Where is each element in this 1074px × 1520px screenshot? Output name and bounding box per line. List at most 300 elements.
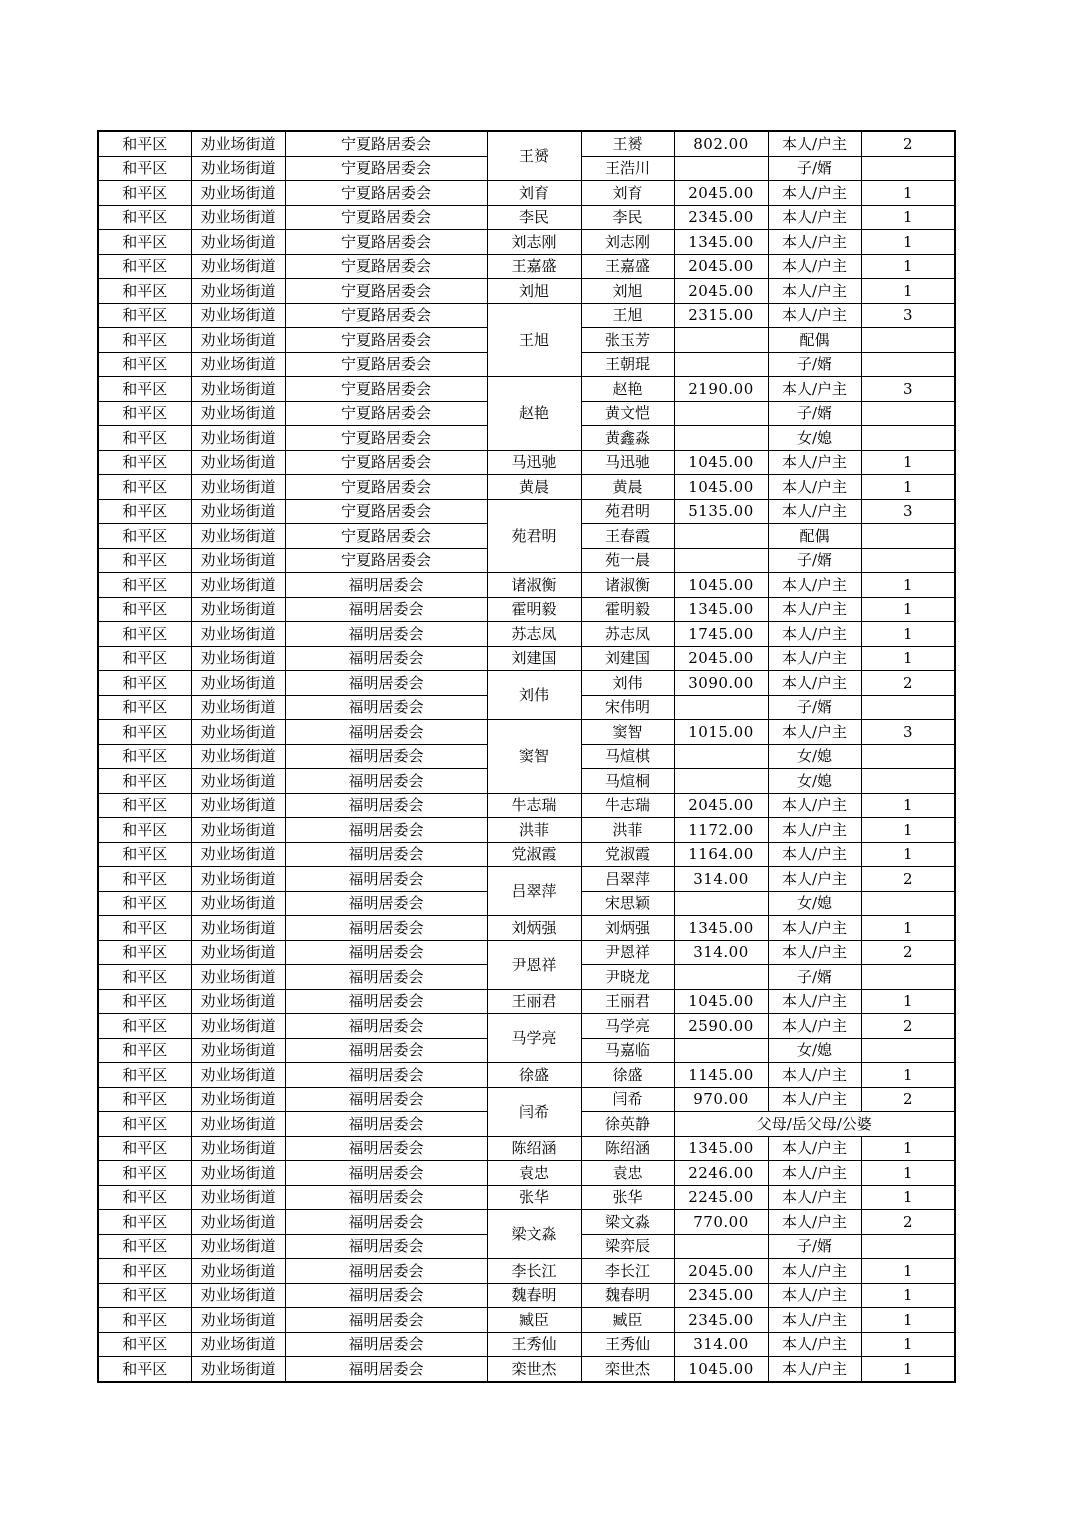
subdistrict-cell: 劝业场街道 — [191, 989, 285, 1014]
relation-cell: 本人/户主 — [768, 205, 861, 230]
relation-cell: 本人/户主 — [768, 279, 861, 304]
committee-cell: 宁夏路居委会 — [285, 426, 487, 451]
relief-roster-sheet — [97, 130, 956, 1383]
amount-cell — [674, 352, 768, 377]
head-cell: 霍明毅 — [487, 597, 581, 622]
subdistrict-cell: 劝业场街道 — [191, 548, 285, 573]
committee-cell: 福明居委会 — [285, 965, 487, 990]
committee-cell: 福明居委会 — [285, 1136, 487, 1161]
subdistrict-cell: 劝业场街道 — [191, 1259, 285, 1284]
member-cell: 王春霞 — [581, 524, 674, 549]
count-cell: 1 — [861, 793, 955, 818]
amount-cell — [674, 401, 768, 426]
amount-cell: 2345.00 — [674, 1283, 768, 1308]
count-cell: 3 — [861, 720, 955, 745]
head-cell: 吕翠萍 — [487, 867, 581, 916]
district-cell: 和平区 — [98, 131, 191, 156]
relation-cell: 本人/户主 — [768, 793, 861, 818]
committee-cell: 宁夏路居委会 — [285, 548, 487, 573]
committee-cell: 福明居委会 — [285, 769, 487, 794]
relation-cell: 本人/户主 — [768, 499, 861, 524]
amount-cell: 1045.00 — [674, 989, 768, 1014]
count-cell: 3 — [861, 303, 955, 328]
district-cell: 和平区 — [98, 1210, 191, 1235]
table-row — [98, 1161, 955, 1186]
table-row — [98, 793, 955, 818]
subdistrict-cell: 劝业场街道 — [191, 156, 285, 181]
count-cell — [861, 769, 955, 794]
member-cell: 刘炳强 — [581, 916, 674, 941]
amount-cell: 1345.00 — [674, 230, 768, 255]
subdistrict-cell: 劝业场街道 — [191, 377, 285, 402]
relation-cell: 子/婿 — [768, 401, 861, 426]
member-cell: 尹恩祥 — [581, 940, 674, 965]
subdistrict-cell: 劝业场街道 — [191, 891, 285, 916]
district-cell: 和平区 — [98, 303, 191, 328]
table-row — [98, 940, 955, 965]
district-cell: 和平区 — [98, 377, 191, 402]
subdistrict-cell: 劝业场街道 — [191, 720, 285, 745]
count-cell: 1 — [861, 230, 955, 255]
table-row — [98, 1136, 955, 1161]
member-cell: 徐英静 — [581, 1112, 674, 1137]
amount-cell: 2190.00 — [674, 377, 768, 402]
relation-cell: 本人/户主 — [768, 1185, 861, 1210]
count-cell: 1 — [861, 205, 955, 230]
subdistrict-cell: 劝业场街道 — [191, 842, 285, 867]
relation-cell: 配偶 — [768, 524, 861, 549]
member-cell: 马迅驰 — [581, 450, 674, 475]
member-cell: 党淑霞 — [581, 842, 674, 867]
relation-cell: 本人/户主 — [768, 1136, 861, 1161]
district-cell: 和平区 — [98, 867, 191, 892]
district-cell: 和平区 — [98, 499, 191, 524]
amount-cell — [674, 156, 768, 181]
head-cell: 赵艳 — [487, 377, 581, 451]
district-cell: 和平区 — [98, 401, 191, 426]
amount-cell — [674, 891, 768, 916]
committee-cell: 宁夏路居委会 — [285, 254, 487, 279]
relation-cell: 女/媳 — [768, 769, 861, 794]
head-cell: 陈绍涵 — [487, 1136, 581, 1161]
member-cell: 栾世杰 — [581, 1357, 674, 1382]
count-cell: 1 — [861, 818, 955, 843]
amount-cell: 1745.00 — [674, 622, 768, 647]
subdistrict-cell: 劝业场街道 — [191, 205, 285, 230]
amount-cell: 3090.00 — [674, 671, 768, 696]
count-cell — [861, 891, 955, 916]
district-cell: 和平区 — [98, 352, 191, 377]
committee-cell: 福明居委会 — [285, 695, 487, 720]
committee-cell: 福明居委会 — [285, 1038, 487, 1063]
count-cell: 1 — [861, 622, 955, 647]
member-cell: 马煊棋 — [581, 744, 674, 769]
relation-cell: 本人/户主 — [768, 867, 861, 892]
committee-cell: 宁夏路居委会 — [285, 524, 487, 549]
amount-cell: 2345.00 — [674, 1308, 768, 1333]
table-row — [98, 842, 955, 867]
table-row — [98, 279, 955, 304]
relation-cell: 本人/户主 — [768, 989, 861, 1014]
committee-cell: 福明居委会 — [285, 793, 487, 818]
member-cell: 徐盛 — [581, 1063, 674, 1088]
committee-cell: 福明居委会 — [285, 1308, 487, 1333]
district-cell: 和平区 — [98, 475, 191, 500]
head-cell: 苑君明 — [487, 499, 581, 573]
count-cell: 2 — [861, 671, 955, 696]
relation-cell: 子/婿 — [768, 695, 861, 720]
district-cell: 和平区 — [98, 695, 191, 720]
district-cell: 和平区 — [98, 279, 191, 304]
count-cell — [861, 548, 955, 573]
table-row — [98, 181, 955, 206]
amount-cell: 2245.00 — [674, 1185, 768, 1210]
committee-cell: 福明居委会 — [285, 842, 487, 867]
amount-cell: 314.00 — [674, 1332, 768, 1357]
subdistrict-cell: 劝业场街道 — [191, 230, 285, 255]
subdistrict-cell: 劝业场街道 — [191, 1308, 285, 1333]
district-cell: 和平区 — [98, 524, 191, 549]
relation-cell: 本人/户主 — [768, 1283, 861, 1308]
district-cell: 和平区 — [98, 1038, 191, 1063]
district-cell: 和平区 — [98, 1161, 191, 1186]
district-cell: 和平区 — [98, 1283, 191, 1308]
table-row — [98, 597, 955, 622]
member-cell: 梁文淼 — [581, 1210, 674, 1235]
table-row — [98, 1332, 955, 1357]
table-row — [98, 1259, 955, 1284]
count-cell — [861, 426, 955, 451]
member-cell: 苏志凤 — [581, 622, 674, 647]
subdistrict-cell: 劝业场街道 — [191, 1112, 285, 1137]
committee-cell: 福明居委会 — [285, 1332, 487, 1357]
subdistrict-cell: 劝业场街道 — [191, 524, 285, 549]
amount-cell — [674, 1234, 768, 1259]
table-row — [98, 622, 955, 647]
head-cell: 马学亮 — [487, 1014, 581, 1063]
amount-cell: 2045.00 — [674, 254, 768, 279]
district-cell: 和平区 — [98, 1087, 191, 1112]
table-row — [98, 1014, 955, 1039]
district-cell: 和平区 — [98, 1308, 191, 1333]
amount-cell: 1172.00 — [674, 818, 768, 843]
member-cell: 赵艳 — [581, 377, 674, 402]
count-cell: 2 — [861, 867, 955, 892]
district-cell: 和平区 — [98, 573, 191, 598]
amount-cell: 2246.00 — [674, 1161, 768, 1186]
roster-table — [97, 130, 956, 1383]
subdistrict-cell: 劝业场街道 — [191, 401, 285, 426]
member-cell: 王秀仙 — [581, 1332, 674, 1357]
committee-cell: 福明居委会 — [285, 597, 487, 622]
count-cell: 1 — [861, 989, 955, 1014]
count-cell: 1 — [861, 254, 955, 279]
subdistrict-cell: 劝业场街道 — [191, 328, 285, 353]
subdistrict-cell: 劝业场街道 — [191, 254, 285, 279]
head-cell: 刘建国 — [487, 646, 581, 671]
table-row — [98, 377, 955, 402]
committee-cell: 福明居委会 — [285, 940, 487, 965]
subdistrict-cell: 劝业场街道 — [191, 1357, 285, 1382]
count-cell: 2 — [861, 1087, 955, 1112]
subdistrict-cell: 劝业场街道 — [191, 1038, 285, 1063]
table-row — [98, 989, 955, 1014]
relation-cell: 本人/户主 — [768, 450, 861, 475]
head-cell: 王赟 — [487, 131, 581, 181]
table-row — [98, 1283, 955, 1308]
district-cell: 和平区 — [98, 646, 191, 671]
member-cell: 诸淑衡 — [581, 573, 674, 598]
amount-cell — [674, 328, 768, 353]
count-cell — [861, 695, 955, 720]
district-cell: 和平区 — [98, 597, 191, 622]
district-cell: 和平区 — [98, 548, 191, 573]
district-cell: 和平区 — [98, 1185, 191, 1210]
amount-cell — [674, 695, 768, 720]
amount-cell: 770.00 — [674, 1210, 768, 1235]
committee-cell: 宁夏路居委会 — [285, 475, 487, 500]
member-cell: 魏春明 — [581, 1283, 674, 1308]
member-cell: 李长江 — [581, 1259, 674, 1284]
member-cell: 黄晨 — [581, 475, 674, 500]
district-cell: 和平区 — [98, 744, 191, 769]
member-cell: 刘旭 — [581, 279, 674, 304]
committee-cell: 宁夏路居委会 — [285, 377, 487, 402]
subdistrict-cell: 劝业场街道 — [191, 426, 285, 451]
amount-cell: 1345.00 — [674, 916, 768, 941]
subdistrict-cell: 劝业场街道 — [191, 646, 285, 671]
subdistrict-cell: 劝业场街道 — [191, 1185, 285, 1210]
count-cell — [861, 328, 955, 353]
amount-cell: 5135.00 — [674, 499, 768, 524]
district-cell: 和平区 — [98, 1234, 191, 1259]
head-cell: 窦智 — [487, 720, 581, 794]
head-cell: 黄晨 — [487, 475, 581, 500]
committee-cell: 福明居委会 — [285, 1161, 487, 1186]
relation-cell: 子/婿 — [768, 965, 861, 990]
count-cell: 1 — [861, 916, 955, 941]
table-row — [98, 720, 955, 745]
table-row — [98, 450, 955, 475]
district-cell: 和平区 — [98, 818, 191, 843]
subdistrict-cell: 劝业场街道 — [191, 1210, 285, 1235]
committee-cell: 福明居委会 — [285, 622, 487, 647]
relation-cell: 子/婿 — [768, 548, 861, 573]
district-cell: 和平区 — [98, 1112, 191, 1137]
member-cell: 王丽君 — [581, 989, 674, 1014]
amount-cell: 314.00 — [674, 867, 768, 892]
subdistrict-cell: 劝业场街道 — [191, 1332, 285, 1357]
district-cell: 和平区 — [98, 1332, 191, 1357]
member-cell: 马煊桐 — [581, 769, 674, 794]
member-cell: 刘育 — [581, 181, 674, 206]
table-row — [98, 671, 955, 696]
relation-cell: 本人/户主 — [768, 842, 861, 867]
relation-cell: 本人/户主 — [768, 377, 861, 402]
count-cell: 1 — [861, 573, 955, 598]
relation-cell: 子/婿 — [768, 156, 861, 181]
member-cell: 宋思颖 — [581, 891, 674, 916]
district-cell: 和平区 — [98, 891, 191, 916]
subdistrict-cell: 劝业场街道 — [191, 279, 285, 304]
relation-cell: 本人/户主 — [768, 573, 861, 598]
subdistrict-cell: 劝业场街道 — [191, 916, 285, 941]
amount-cell: 2315.00 — [674, 303, 768, 328]
count-cell: 1 — [861, 1063, 955, 1088]
member-cell: 洪菲 — [581, 818, 674, 843]
relation-cell: 本人/户主 — [768, 818, 861, 843]
subdistrict-cell: 劝业场街道 — [191, 867, 285, 892]
committee-cell: 福明居委会 — [285, 1283, 487, 1308]
member-cell: 张华 — [581, 1185, 674, 1210]
subdistrict-cell: 劝业场街道 — [191, 1014, 285, 1039]
count-cell: 1 — [861, 842, 955, 867]
committee-cell: 福明居委会 — [285, 671, 487, 696]
member-cell: 刘建国 — [581, 646, 674, 671]
subdistrict-cell: 劝业场街道 — [191, 965, 285, 990]
committee-cell: 福明居委会 — [285, 916, 487, 941]
amount-cell: 2045.00 — [674, 279, 768, 304]
district-cell: 和平区 — [98, 181, 191, 206]
subdistrict-cell: 劝业场街道 — [191, 793, 285, 818]
head-cell: 栾世杰 — [487, 1357, 581, 1382]
head-cell: 魏春明 — [487, 1283, 581, 1308]
amount-cell: 1045.00 — [674, 475, 768, 500]
member-cell: 王赟 — [581, 131, 674, 156]
amount-cell — [674, 769, 768, 794]
subdistrict-cell: 劝业场街道 — [191, 352, 285, 377]
relation-cell: 本人/户主 — [768, 1357, 861, 1382]
member-cell: 闫希 — [581, 1087, 674, 1112]
head-cell: 王丽君 — [487, 989, 581, 1014]
committee-cell: 宁夏路居委会 — [285, 156, 487, 181]
member-cell: 臧臣 — [581, 1308, 674, 1333]
committee-cell: 福明居委会 — [285, 867, 487, 892]
district-cell: 和平区 — [98, 1014, 191, 1039]
subdistrict-cell: 劝业场街道 — [191, 1087, 285, 1112]
district-cell: 和平区 — [98, 940, 191, 965]
head-cell: 王秀仙 — [487, 1332, 581, 1357]
district-cell: 和平区 — [98, 230, 191, 255]
subdistrict-cell: 劝业场街道 — [191, 303, 285, 328]
member-cell: 王朝琨 — [581, 352, 674, 377]
head-cell: 诸淑衡 — [487, 573, 581, 598]
committee-cell: 福明居委会 — [285, 818, 487, 843]
relation-cell: 本人/户主 — [768, 1332, 861, 1357]
subdistrict-cell: 劝业场街道 — [191, 181, 285, 206]
committee-cell: 福明居委会 — [285, 1014, 487, 1039]
committee-cell: 福明居委会 — [285, 1234, 487, 1259]
table-row — [98, 646, 955, 671]
count-cell — [861, 156, 955, 181]
count-cell: 2 — [861, 131, 955, 156]
member-cell: 马嘉临 — [581, 1038, 674, 1063]
district-cell: 和平区 — [98, 916, 191, 941]
head-cell: 王旭 — [487, 303, 581, 377]
member-cell: 王旭 — [581, 303, 674, 328]
district-cell: 和平区 — [98, 793, 191, 818]
subdistrict-cell: 劝业场街道 — [191, 818, 285, 843]
head-cell: 闫希 — [487, 1087, 581, 1136]
table-row — [98, 573, 955, 598]
committee-cell: 福明居委会 — [285, 744, 487, 769]
relation-cell: 本人/户主 — [768, 1014, 861, 1039]
district-cell: 和平区 — [98, 720, 191, 745]
table-row — [98, 1308, 955, 1333]
committee-cell: 福明居委会 — [285, 1259, 487, 1284]
amount-cell: 2345.00 — [674, 205, 768, 230]
district-cell: 和平区 — [98, 426, 191, 451]
subdistrict-cell: 劝业场街道 — [191, 597, 285, 622]
district-cell: 和平区 — [98, 156, 191, 181]
amount-cell: 1345.00 — [674, 597, 768, 622]
district-cell: 和平区 — [98, 989, 191, 1014]
amount-cell — [674, 1038, 768, 1063]
count-cell: 1 — [861, 1259, 955, 1284]
amount-cell: 2590.00 — [674, 1014, 768, 1039]
amount-cell: 1164.00 — [674, 842, 768, 867]
amount-cell: 1045.00 — [674, 573, 768, 598]
table-row — [98, 1087, 955, 1112]
member-cell: 牛志瑞 — [581, 793, 674, 818]
district-cell: 和平区 — [98, 769, 191, 794]
member-cell: 黄鑫淼 — [581, 426, 674, 451]
table-row — [98, 499, 955, 524]
committee-cell: 宁夏路居委会 — [285, 205, 487, 230]
member-cell: 吕翠萍 — [581, 867, 674, 892]
head-cell: 刘炳强 — [487, 916, 581, 941]
subdistrict-cell: 劝业场街道 — [191, 744, 285, 769]
district-cell: 和平区 — [98, 622, 191, 647]
relation-cell: 本人/户主 — [768, 646, 861, 671]
relation-cell: 子/婿 — [768, 352, 861, 377]
member-cell: 王浩川 — [581, 156, 674, 181]
committee-cell: 福明居委会 — [285, 1087, 487, 1112]
relation-cell: 本人/户主 — [768, 131, 861, 156]
count-cell: 1 — [861, 1136, 955, 1161]
subdistrict-cell: 劝业场街道 — [191, 622, 285, 647]
head-cell: 梁文淼 — [487, 1210, 581, 1259]
amount-cell — [674, 524, 768, 549]
table-row — [98, 230, 955, 255]
table-row — [98, 916, 955, 941]
district-cell: 和平区 — [98, 328, 191, 353]
roster-body — [98, 131, 955, 1382]
district-cell: 和平区 — [98, 1259, 191, 1284]
member-cell: 刘伟 — [581, 671, 674, 696]
relation-cell: 女/媳 — [768, 1038, 861, 1063]
head-cell: 牛志瑞 — [487, 793, 581, 818]
committee-cell: 宁夏路居委会 — [285, 499, 487, 524]
amount-cell: 2045.00 — [674, 1259, 768, 1284]
count-cell: 1 — [861, 181, 955, 206]
amount-cell: 802.00 — [674, 131, 768, 156]
committee-cell: 宁夏路居委会 — [285, 352, 487, 377]
committee-cell: 宁夏路居委会 — [285, 450, 487, 475]
subdistrict-cell: 劝业场街道 — [191, 1136, 285, 1161]
committee-cell: 福明居委会 — [285, 646, 487, 671]
committee-cell: 宁夏路居委会 — [285, 401, 487, 426]
head-cell: 刘旭 — [487, 279, 581, 304]
district-cell: 和平区 — [98, 1136, 191, 1161]
member-cell: 王嘉盛 — [581, 254, 674, 279]
head-cell: 袁忠 — [487, 1161, 581, 1186]
committee-cell: 宁夏路居委会 — [285, 181, 487, 206]
committee-cell: 福明居委会 — [285, 1112, 487, 1137]
subdistrict-cell: 劝业场街道 — [191, 475, 285, 500]
amount-cell: 314.00 — [674, 940, 768, 965]
district-cell: 和平区 — [98, 1357, 191, 1382]
